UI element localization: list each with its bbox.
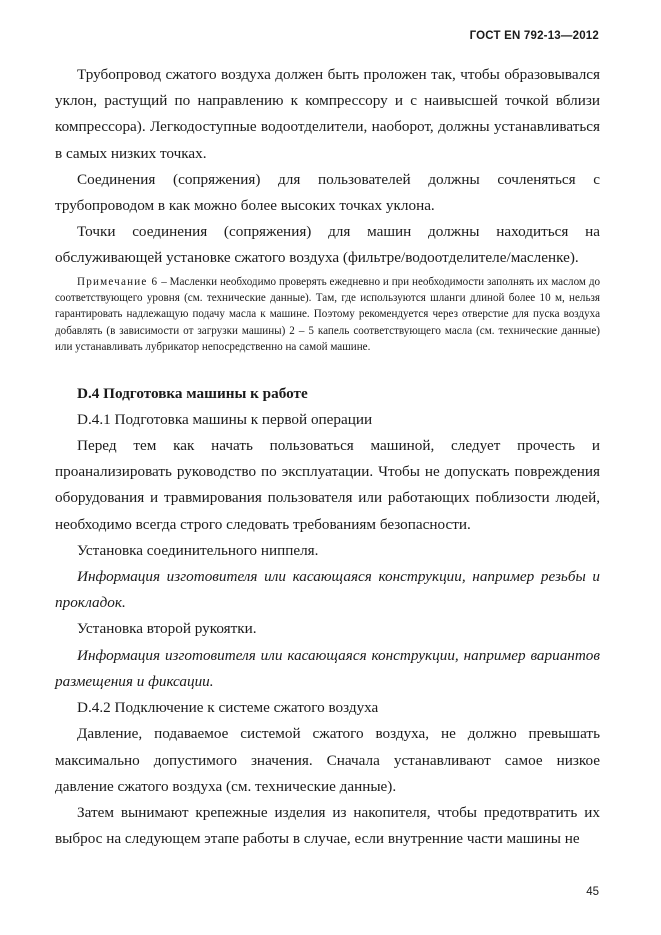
note-text: – Масленки необходимо проверять ежедневно и при необходимости заполнять их маслом до соответствующего уровня (см. технические данные). Там, где используются шланги длиной более 10 м, нельзя гарантировать надлежащую подачу масла к машине. Поэтому рекомендуется через отверстие для пуска воздуха добавлять (в зависимости от загрузки машины) 2 – 5 капель соответствующего масла (см. технические данные) или устанавливать лубрикатор непосредственно на самой машине.: [55, 275, 601, 354]
page-number: 45: [586, 886, 599, 898]
note-label: Примечание 6: [77, 275, 159, 288]
document-header: ГОСТ EN 792-13—2012: [469, 30, 599, 42]
paragraph-nipple-info: Информация изготовителя или касающаяся конструкции, например резьбы и прокладок.: [55, 568, 600, 612]
section-title: D.4 Подготовка машины к работе: [77, 384, 308, 402]
paragraph-connections: Соединения (сопряжения) для пользователей должны сочленяться с трубопроводом в как можно более высоких точках уклона.: [55, 170, 600, 215]
subsection-title-air-connection: D.4.2 Подключение к системе сжатого воздуха: [77, 699, 379, 717]
paragraph-second-handle: Установка второй рукоятки.: [77, 620, 257, 638]
paragraph-handle-info: Информация изготовителя или касающаяся конструкции, например вариантов размещения и фиксации.: [55, 646, 600, 690]
subsection-title-first-operation: D.4.1 Подготовка машины к первой операции: [77, 410, 373, 428]
page-body: [55, 62, 600, 852]
paragraph-manual: Перед тем как начать пользоваться машиной, следует прочесть и проанализировать руководство по эксплуатации. Чтобы не допускать повреждения оборудования и травмирования пользователя или работающих поблизости людей, необходимо всегда строго следовать требованиям безопасности.: [55, 437, 600, 533]
paragraph-machine-points: Точки соединения (сопряжения) для машин должны находиться на обслуживающей установке сжатого воздуха (фильтре/водоотделителе/масленке).: [55, 223, 600, 267]
note-6: [55, 274, 600, 356]
paragraph-pipeline: Трубопровод сжатого воздуха должен быть проложен так, чтобы образовывался уклон, растущий по направлению к компрессору и с наивысшей точкой вблизи компрессора). Легкодоступные водоотделители, наоборот, должны устанавливаться в самых низких точках.: [55, 66, 600, 162]
paragraph-pressure: Давление, подаваемое системой сжатого воздуха, не должно превышать максимально допустимого значения. Сначала устанавливают самое низкое давление сжатого воздуха (см. технические данные).: [55, 725, 600, 795]
paragraph-fasteners: Затем вынимают крепежные изделия из накопителя, чтобы предотвратить их выброс на следующем этапе работы в случае, если внутренние части машины не: [55, 803, 600, 848]
paragraph-nipple: Установка соединительного ниппеля.: [77, 541, 319, 559]
